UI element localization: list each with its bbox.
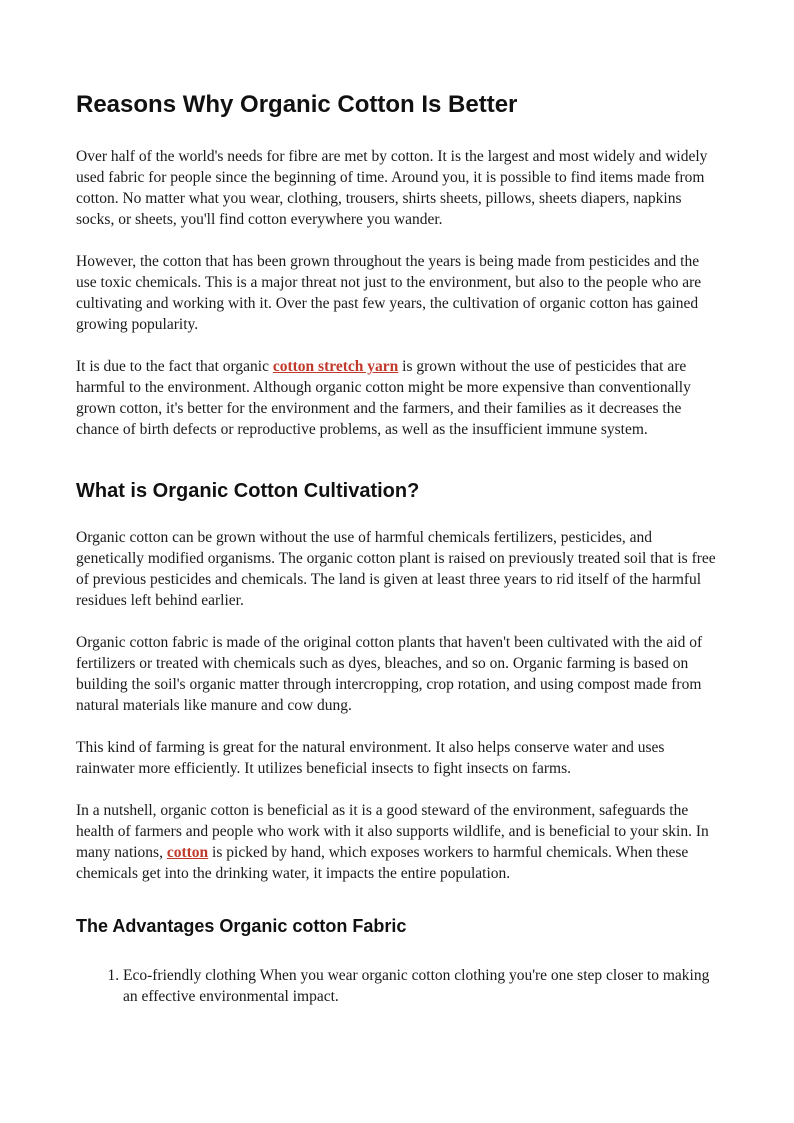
- section-heading-advantages: The Advantages Organic cotton Fabric: [76, 916, 407, 936]
- cotton-stretch-yarn-link[interactable]: cotton stretch yarn: [272, 358, 399, 375]
- intro-p3-text-after: is grown without the use of pesticides that are harmful to the environment. Although organic cotton might be more expensive than conventionally grown cotton, it's better for the environment and the farmers, and their families as it decreases the chance of birth defects or reproductive problems, as well as the insufficient immune system.: [76, 358, 691, 438]
- intro-paragraph-1: Over half of the world's needs for fibre are met by cotton. It is the largest and most widely and widely used fabric for people since the beginning of time. Around you, it is possible to find items made from cotton. No matter what you wear, clothing, trousers, shirts sheets, pillows, sheets diapers, napkins socks, or sheets, you'll find cotton everywhere you wander.: [76, 148, 708, 228]
- cultivation-p4-text-before: In a nutshell, organic cotton is beneficial as it is a good steward of the environment, safeguards the health of farmers and people who work with it also supports wildlife, and is beneficial to your skin. In many nations,: [76, 802, 709, 861]
- page-title: Reasons Why Organic Cotton Is Better: [76, 91, 518, 118]
- cultivation-paragraph-2: Organic cotton fabric is made of the original cotton plants that haven't been cultivated with the aid of fertilizers or treated with chemicals such as dyes, bleaches, and so on. Organic farming is based on building the soil's organic matter through intercropping, crop rotation, and using compost made from natural materials like manure and cow dung.: [76, 634, 703, 714]
- intro-paragraph-3: [76, 356, 716, 440]
- cultivation-paragraph-4: [76, 800, 716, 884]
- article: [76, 88, 716, 1007]
- list-item: 1. Eco-friendly clothing When you wear organic cotton clothing you're one step closer to making an effective environmental impact.: [123, 965, 716, 1007]
- intro-paragraph-2: However, the cotton that has been grown throughout the years is being made from pesticides and the use toxic chemicals. This is a major threat not just to the environment, but also to the people who are cultivating and working with it. Over the past few years, the cultivation of organic cotton has gained growing popularity.: [76, 253, 702, 333]
- cultivation-paragraph-1: Organic cotton can be grown without the use of harmful chemicals fertilizers, pesticides, and genetically modified organisms. The organic cotton plant is raised on previously treated soil that is free of previous pesticides and chemicals. The land is given at least three years to rid itself of the harmful residues left behind earlier.: [76, 529, 716, 609]
- cultivation-paragraph-3: This kind of farming is great for the natural environment. It also helps conserve water and uses rainwater more efficiently. It utilizes beneficial insects to fight insects on farms.: [76, 739, 665, 777]
- intro-p3-text-before: It is due to the fact that organic: [76, 358, 273, 375]
- advantages-list: [76, 965, 716, 1007]
- cultivation-p4-text-after: is picked by hand, which exposes workers to harmful chemicals. When these chemicals get into the drinking water, it impacts the entire population.: [76, 844, 689, 882]
- section-heading-cultivation: What is Organic Cotton Cultivation?: [76, 480, 420, 502]
- cotton-link[interactable]: cotton: [166, 844, 209, 861]
